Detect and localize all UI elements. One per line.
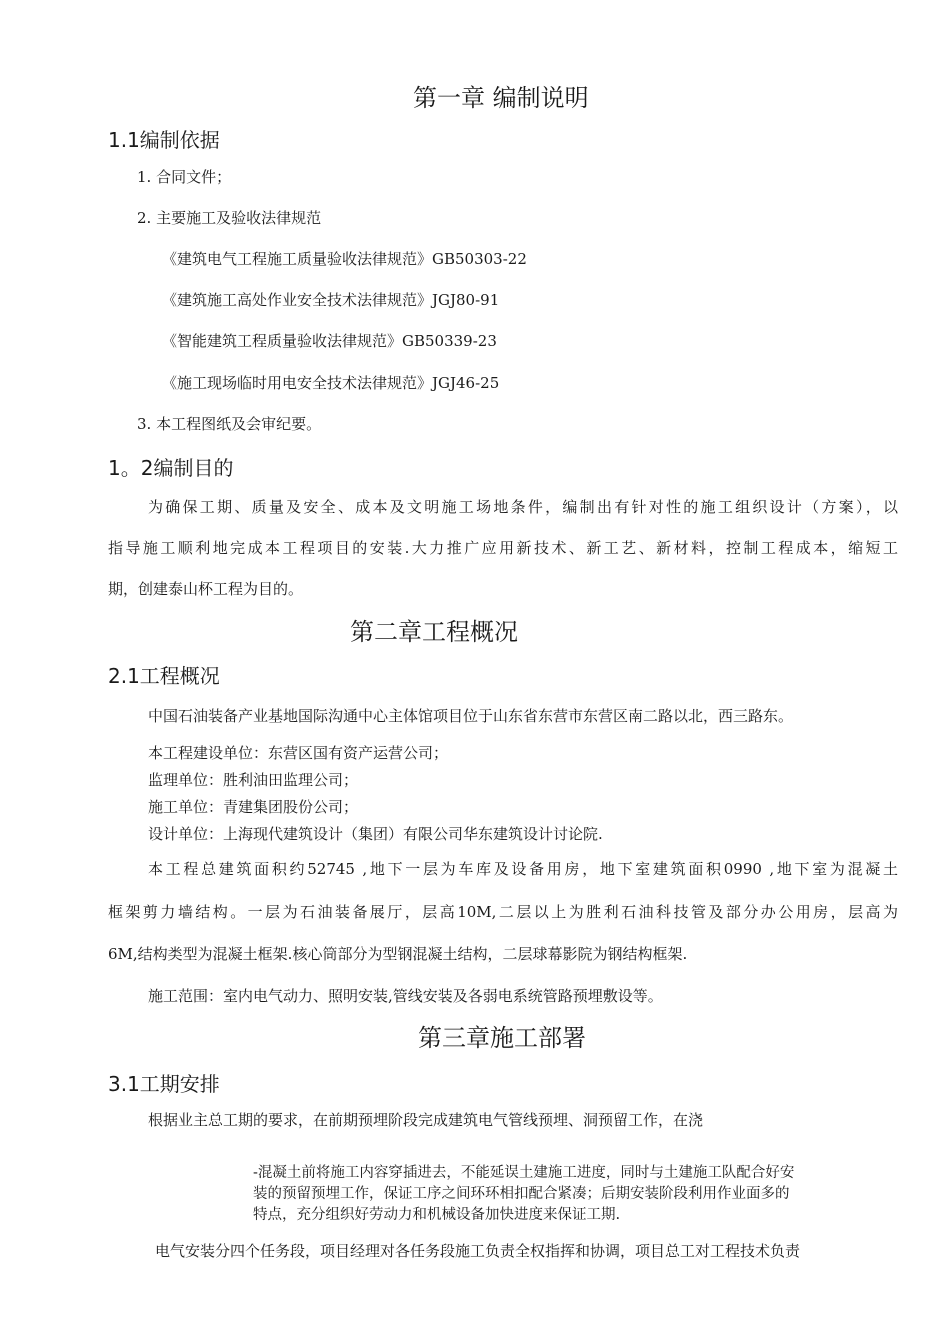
paragraph-line: 特点，充分组织好劳动力和机械设备加快进度来保证工期. <box>253 1207 621 1223</box>
paragraph-line: 装的预留预埋工作，保证工序之间环环相扣配合紧凑；后期安装阶段利用作业面多的 <box>253 1186 790 1202</box>
paragraph-line: 本工程总建筑面积约52745 ,地下一层为车库及设备用房，地下室建筑面积0990 ,地下室为混凝土 <box>148 860 898 878</box>
section-1-1-title: 1.1编制依据 <box>108 128 220 152</box>
section-3-1-title: 3.1工期安排 <box>108 1072 220 1096</box>
paragraph-line: 施工范围：室内电气动力、照明安装,管线安装及各弱电系统管路预埋敷设等。 <box>148 987 663 1005</box>
paragraph-line: 根据业主总工期的要求，在前期预埋阶段完成建筑电气管线预埋、洞预留工作，在浇 <box>148 1111 704 1129</box>
paragraph-line: 中国石油装备产业基地国际沟通中心主体馆项目位于山东省东营市东营区南二路以北，西三路东。 <box>148 707 794 725</box>
chapter3-title: 第三章施工部署 <box>418 1024 586 1052</box>
standard-item: 《施工现场临时用电安全技术法律规范》JGJ46-25 <box>162 374 500 392</box>
standard-item: 《建筑电气工程施工质量验收法律规范》GB50303-22 <box>162 250 527 268</box>
chapter2-title: 第二章工程概况 <box>350 618 518 646</box>
list-item: 3. 本工程图纸及会审纪要。 <box>137 415 322 433</box>
section-2-1-title: 2.1工程概况 <box>108 664 220 688</box>
paragraph-line: 框架剪力墙结构。一层为石油装备展厅，层高10M,二层以上为胜利石油科技管及部分办公用房，层高为 <box>108 903 898 921</box>
chapter1-title: 第一章 编制说明 <box>413 84 589 112</box>
list-item: 1. 合同文件； <box>137 168 232 186</box>
paragraph-line: 电气安装分四个任务段，项目经理对各任务段施工负责全权指挥和协调，项目总工对工程技术负责 <box>155 1242 801 1260</box>
paragraph-line: 为确保工期、质量及安全、成本及文明施工场地条件，编制出有针对性的施工组织设计（方案），以 <box>148 498 898 516</box>
unit-line: 施工单位：青建集团股份公司； <box>148 798 359 816</box>
unit-line: 本工程建设单位：东营区国有资产运营公司； <box>148 744 449 762</box>
unit-line: 设计单位：上海现代建筑设计（集团）有限公司华东建筑设计讨论院. <box>148 825 603 843</box>
paragraph-line: -混凝土前将施工内容穿插进去，不能延误土建施工进度，同时与土建施工队配合好安 <box>253 1165 795 1181</box>
standard-item: 《建筑施工高处作业安全技术法律规范》JGJ80-91 <box>162 291 500 309</box>
paragraph-line: 指导施工顺利地完成本工程项目的安装.大力推广应用新技术、新工艺、新材料，控制工程成本，缩短工 <box>108 539 898 557</box>
list-item: 2. 主要施工及验收法律规范 <box>137 209 322 227</box>
paragraph-line: 期，创建泰山杯工程为目的。 <box>108 580 304 598</box>
standard-item: 《智能建筑工程质量验收法律规范》GB50339-23 <box>162 332 497 350</box>
unit-line: 监理单位：胜利油田监理公司； <box>148 771 359 789</box>
section-1-2-title: 1。2编制目的 <box>108 456 234 480</box>
paragraph-line: 6M,结构类型为混凝土框架.核心筒部分为型钢混凝土结构，二层球幕影院为钢结构框架. <box>108 945 688 963</box>
